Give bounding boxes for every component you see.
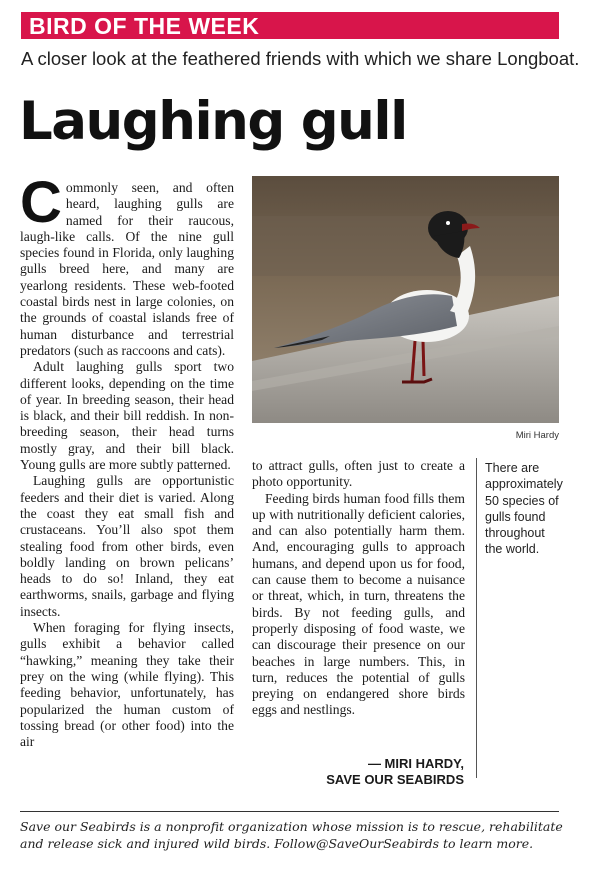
section-banner bbox=[21, 12, 559, 39]
paragraph-6: Feeding birds human food fills them up with nutritionally deficient calories, and can also potentially harm them. And, encouraging gulls to approach humans, and depend upon us for food, can cause them to become a nuisance or threat, which, in turn, threatens the birds. By not feeding gulls, and properly disposing of food waste, we can discourage their presence on our beaches in large numbers. This, in turn, reduces the potential of gulls preying on endangered shore birds eggs and nestlings. bbox=[252, 490, 465, 718]
article-column-1 bbox=[20, 170, 234, 750]
footer-divider bbox=[20, 811, 559, 812]
footer-note: Save our Seabirds is a nonprofit organization whose mission is to rescue, rehabilitate and release sick and injured wild birds. Follow@SaveOurSeabirds to learn more. bbox=[20, 819, 563, 851]
article-column-2 bbox=[252, 458, 465, 719]
gull-photo bbox=[252, 176, 559, 423]
fact-text: There are approximately 50 species of gulls found throughout the world. bbox=[485, 461, 563, 557]
paragraph-3: Laughing gulls are opportunistic feeders and their diet is varied. Along the coast they eat small fish and crustaceans. You’ll also spot them stealing food from other birds, even boldly landing on brown pelicans’ heads to do so! Inland, they eat earthworms, snails, garbage and flying insects. bbox=[20, 473, 234, 619]
author-signature bbox=[326, 756, 464, 788]
section-banner-label: BIRD OF THE WEEK bbox=[29, 13, 260, 39]
drop-cap: C bbox=[20, 170, 62, 235]
paragraph-1: Commonly seen, and often heard, laughing gulls are named for their raucous, laugh-like calls. Of the nine gull species found in Florida, only laughing gulls breed here, and many are yearlong residents. These web-footed coastal birds nest in large colonies, on the grounds of coastal islands free of human disturbance and terrestrial predators (such as raccoons and cats). bbox=[20, 170, 234, 358]
gull-illustration bbox=[252, 176, 559, 423]
fact-sidebar bbox=[476, 458, 563, 778]
article-headline: Laughing gull bbox=[19, 91, 407, 152]
paragraph-5: to attract gulls, often just to create a photo opportunity. bbox=[252, 458, 465, 490]
photo-credit: Miri Hardy bbox=[515, 430, 559, 441]
signature-name: — MIRI HARDY, bbox=[367, 756, 464, 771]
signature-org: SAVE OUR SEABIRDS bbox=[326, 772, 464, 787]
paragraph-4: When foraging for flying insects, gulls exhibit a behavior called “hawking,” meaning they take their prey on the wing (while flying). This feeding behavior, unfortunately, has popularized the human custom of tossing bread (or other food) into the air bbox=[20, 620, 234, 750]
subtitle: A closer look at the feathered friends with which we share Longboat. bbox=[21, 48, 580, 69]
paragraph-2: Adult laughing gulls sport two different looks, depending on the time of year. In breeding season, their head is black, and their bill reddish. In non-breeding season, their head turns mostly gray, and their bill black. Young gulls are more subtly patterned. bbox=[20, 359, 234, 473]
